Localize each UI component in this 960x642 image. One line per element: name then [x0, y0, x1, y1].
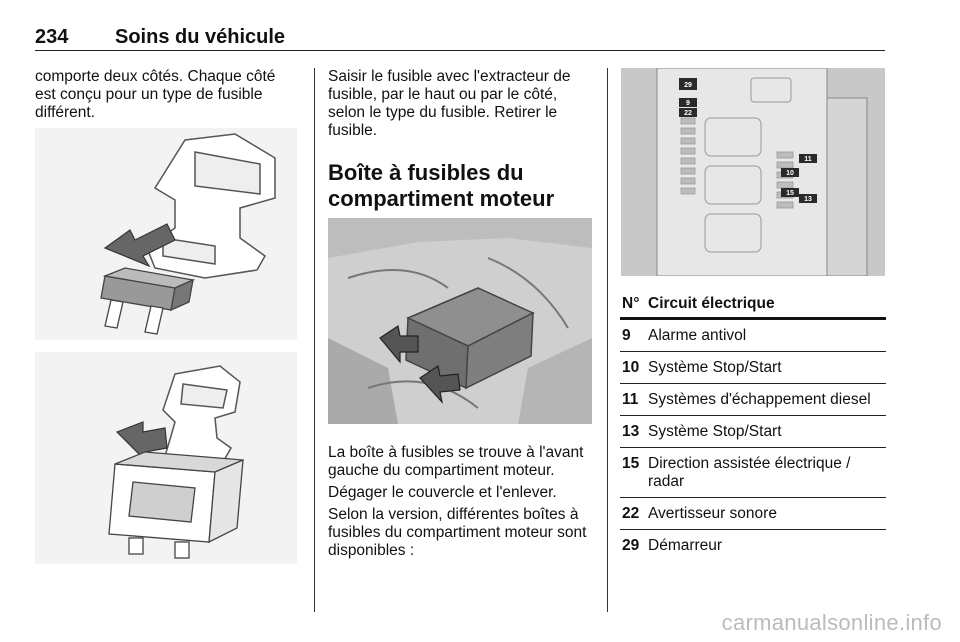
table-row	[620, 448, 886, 498]
row-circuit: Démarreur	[648, 537, 723, 554]
versions-text: Selon la version, différentes boîtes à fusibles du compartiment moteur sont disponibles :	[328, 506, 587, 559]
table-row	[620, 320, 886, 352]
row-circuit: Alarme antivol	[648, 327, 747, 344]
row-number: 29	[622, 537, 640, 554]
row-number: 15	[622, 455, 640, 472]
figure-fusebox-diagram	[621, 68, 885, 276]
extract-instructions: Saisir le fusible avec l'extracteur de fusible, par le haut ou par le côté, selon le type du fusible. Retirer le fusible.	[328, 68, 571, 139]
remove-cover-text: Dégager le couvercle et l'enlever.	[328, 484, 557, 501]
fuse-table	[620, 292, 886, 561]
fusebox-location-text: La boîte à fusibles se trouve à l'avant gauche du compartiment moteur.	[328, 444, 584, 479]
table-row	[620, 498, 886, 530]
fusebox-label-11: 11	[804, 156, 812, 163]
fusebox-label-9: 9	[686, 100, 690, 107]
fusebox-label-22: 22	[684, 110, 692, 117]
page-number: 234	[35, 26, 69, 48]
section-title-engine-fusebox: Boîte à fusibles du compartiment moteur	[328, 160, 555, 211]
figure-fuse-extractor-side	[35, 352, 297, 564]
table-row	[620, 530, 886, 561]
fusebox-label-10: 10	[786, 170, 794, 177]
table-header	[620, 292, 886, 320]
row-number: 9	[622, 327, 631, 344]
row-circuit: Système Stop/Start	[648, 423, 782, 440]
fusebox-label-15: 15	[786, 190, 794, 197]
page-header	[35, 26, 885, 51]
table-row	[620, 416, 886, 448]
col-header-num: N°	[622, 295, 640, 312]
watermark: carmanualsonline.info	[721, 610, 942, 635]
col-header-circuit: Circuit électrique	[648, 295, 775, 312]
fusebox-label-29: 29	[684, 82, 692, 89]
intro-paragraph: comporte deux côtés. Chaque côté est conçu pour un type de fusible différent.	[35, 68, 276, 121]
page-title: Soins du véhicule	[115, 26, 286, 48]
column-divider-left	[314, 68, 315, 612]
row-circuit: Systèmes d'échappement diesel	[648, 391, 871, 408]
row-number: 10	[622, 359, 640, 376]
row-number: 11	[622, 391, 639, 408]
row-circuit: Avertisseur sonore	[648, 505, 777, 522]
row-circuit: Système Stop/Start	[648, 359, 782, 376]
row-circuit: Direction assistée électrique / radar	[648, 455, 851, 490]
row-number: 13	[622, 423, 640, 440]
fusebox-label-13: 13	[804, 196, 812, 203]
column-divider-right	[607, 68, 608, 612]
table-row	[620, 384, 886, 416]
figure-engine-compartment	[328, 218, 592, 424]
table-row	[620, 352, 886, 384]
figure-fuse-extractor-top	[35, 128, 297, 340]
row-number: 22	[622, 505, 640, 522]
